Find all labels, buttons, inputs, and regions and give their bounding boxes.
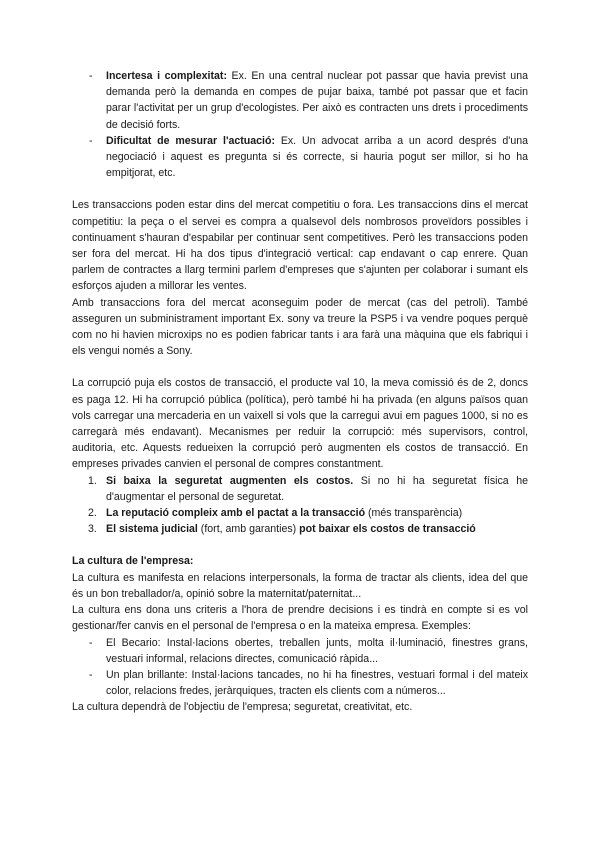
paragraph-transactions-2: Amb transaccions fora del mercat aconseguim poder de mercat (cas del petroli). També asseguren un subministrament important Ex. sony va treure la PSP5 i va vendre poques perquè com no hi havien microxips no es podien fabricar tants i ara farà una màquina que els fabriqui i els vengui només a Sony. (72, 296, 528, 358)
paragraph-transactions-1: Les transaccions poden estar dins del mercat competitiu o fora. Les transaccions dins el mercat competitiu: la peça o el servei es compra a qualsevol dels nombrosos proveïdors possibles i continuament s'hauran d'espabilar per continuar sent competitives. Però les transaccions poden ser fora del mercat. Hi ha dos tipus d'integració vertical: cap endavant o cap enrere. Quan parlem de contractes a llarg termini parlem d'empreses que s'ajunten per colaborar i sumant els esforços ajuden a millorar les ventes. (72, 199, 528, 293)
example-text: El Becario: Instal·lacions obertes, treballen junts, molta il·luminació, finestres grans, vestuari informal, relacions directes, comunicació ràpida... (106, 636, 528, 665)
paragraph-culture-2: La cultura ens dona uns criteris a l'hora de prendre decisions i es tindrà en compte si es vol gestionar/fer canvis en el personal de l'empresa o en la mateixa empresa. Exemples: (72, 604, 528, 633)
list-bold: La reputació compleix amb el pactat a la transacció (106, 507, 366, 520)
list-number: 3. (88, 523, 97, 536)
bullet-text: Ex. En una central nuclear pot passar que havia previst una demanda però la demanda en compes de pujar baixa, també pot passar que et facin parar l'activitat per un grup d'ecologistes. Per això es contracten uns drets i procediments de decisió forts. (106, 70, 528, 131)
bullet-text: Ex. Un advocat arriba a un acord després d'una negociació i aquest es pregunta si és correcte, si hauria pogut ser millor, si ho ha empitjorat, etc. (106, 134, 529, 180)
list-item (72, 667, 528, 699)
list-item (72, 133, 528, 182)
section-heading-culture (72, 553, 528, 569)
top-bullet-list (72, 68, 528, 181)
list-item (72, 505, 528, 521)
bullet-dash: - (89, 636, 93, 649)
bullet-dash: - (89, 134, 93, 147)
list-item (72, 521, 528, 537)
list-bold-2: pot baixar els costos de transacció (299, 523, 476, 536)
bullet-term: Incertesa i complexitat: (106, 70, 227, 82)
bullet-term: Dificultat de mesurar l'actuació: (106, 134, 275, 147)
list-text: (més transparència) (365, 507, 463, 520)
list-item (72, 68, 528, 133)
paragraph-culture-1: La cultura es manifesta en relacions interpersonals, la forma de tractar als clients, idea del que és un bon treballador/a, opinió sobre la maternitat/paternitat... (72, 571, 528, 600)
bullet-dash: - (89, 70, 93, 82)
list-text: Si no hi ha seguretat física he d'augmentar el personal de seguretat. (106, 474, 529, 503)
bullet-dash: - (89, 668, 93, 681)
numbered-list (72, 473, 528, 538)
list-number: 2. (88, 507, 97, 520)
list-bold: El sistema judicial (106, 523, 198, 536)
list-item (72, 635, 528, 667)
paragraph-culture-3: La cultura dependrà de l'objectiu de l'empresa; seguretat, creativitat, etc. (72, 701, 413, 714)
example-text: Un plan brillante: Instal·lacions tancades, no hi ha finestres, vestuari formal i del mateix color, relacions fredes, jeràrquiques, tracten els clients com a números... (106, 668, 528, 698)
list-text: (fort, amb garanties) (197, 523, 300, 536)
list-bold: Si baixa la seguretat augmenten els costos. (106, 474, 354, 487)
culture-heading-text: La cultura de l'empresa: (72, 555, 194, 568)
list-number: 1. (88, 474, 97, 487)
culture-examples-list (72, 635, 528, 700)
list-item (72, 473, 528, 505)
paragraph-corruption: La corrupció puja els costos de transacció, el producte val 10, la meva comissió és de 2, doncs es paga 12. Hi ha corrupció pública (política), però també hi ha privada (en alguns països quan vols carregar una mercaderia en un vaixell si vols que la carregui avui em pagues 1000, si no es carregarà més endavant). Mecanismes per reduir la corrupció: més supervisors, control, auditoria, etc. Aquests redueixen la corrupció però augmenten els costos de transacció. En empreses privades canvien el personal de compres constantment. (72, 377, 528, 471)
document-page (72, 68, 528, 716)
